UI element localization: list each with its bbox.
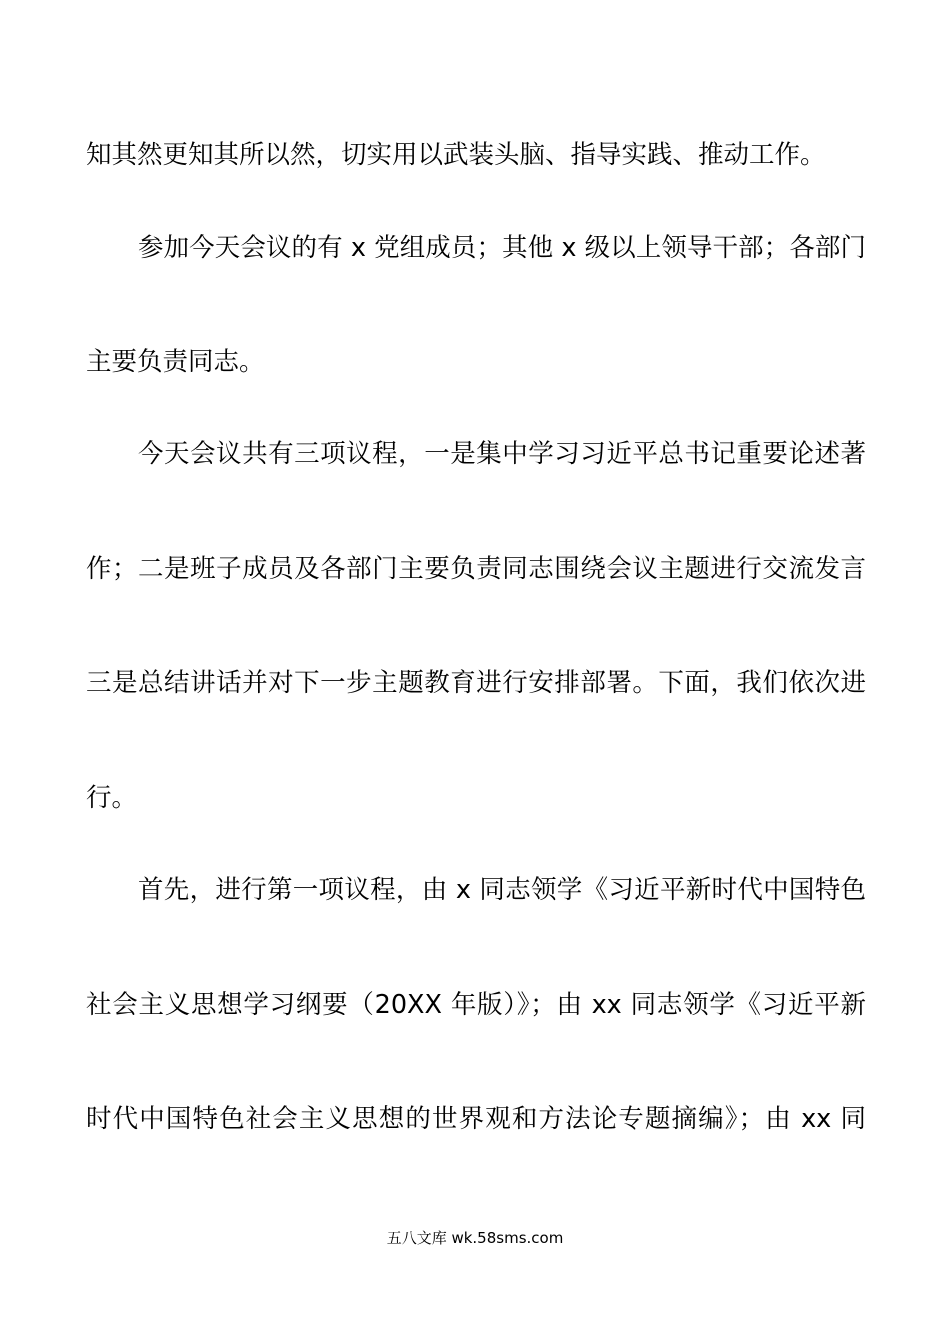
paragraph-line: 行。 — [86, 783, 138, 813]
paragraph-line: 参加今天会议的有 x 党组成员；其他 x 级以上领导干部；各部门 — [138, 233, 866, 263]
paragraph-line: 主要负责同志。 — [86, 347, 265, 377]
page-footer: 五八文库 wk.58sms.com — [386, 1229, 564, 1247]
paragraph-line: 社会主义思想学习纲要（20XX 年版）》；由 xx 同志领学《习近平新 — [86, 990, 866, 1020]
paragraph-line: 首先，进行第一项议程，由 x 同志领学《习近平新时代中国特色 — [138, 875, 866, 905]
paragraph-line: 今天会议共有三项议程，一是集中学习习近平总书记重要论述著 — [138, 439, 866, 469]
paragraph-line: 作；二是班子成员及各部门主要负责同志围绕会议主题进行交流发言 — [86, 554, 866, 584]
paragraph-line: 三是总结讲话并对下一步主题教育进行安排部署。下面，我们依次进 — [86, 668, 866, 698]
paragraph-line: 知其然更知其所以然，切实用以武装头脑、指导实践、推动工作。 — [86, 140, 826, 170]
paragraph-line: 时代中国特色社会主义思想的世界观和方法论专题摘编》；由 xx 同 — [86, 1104, 866, 1134]
